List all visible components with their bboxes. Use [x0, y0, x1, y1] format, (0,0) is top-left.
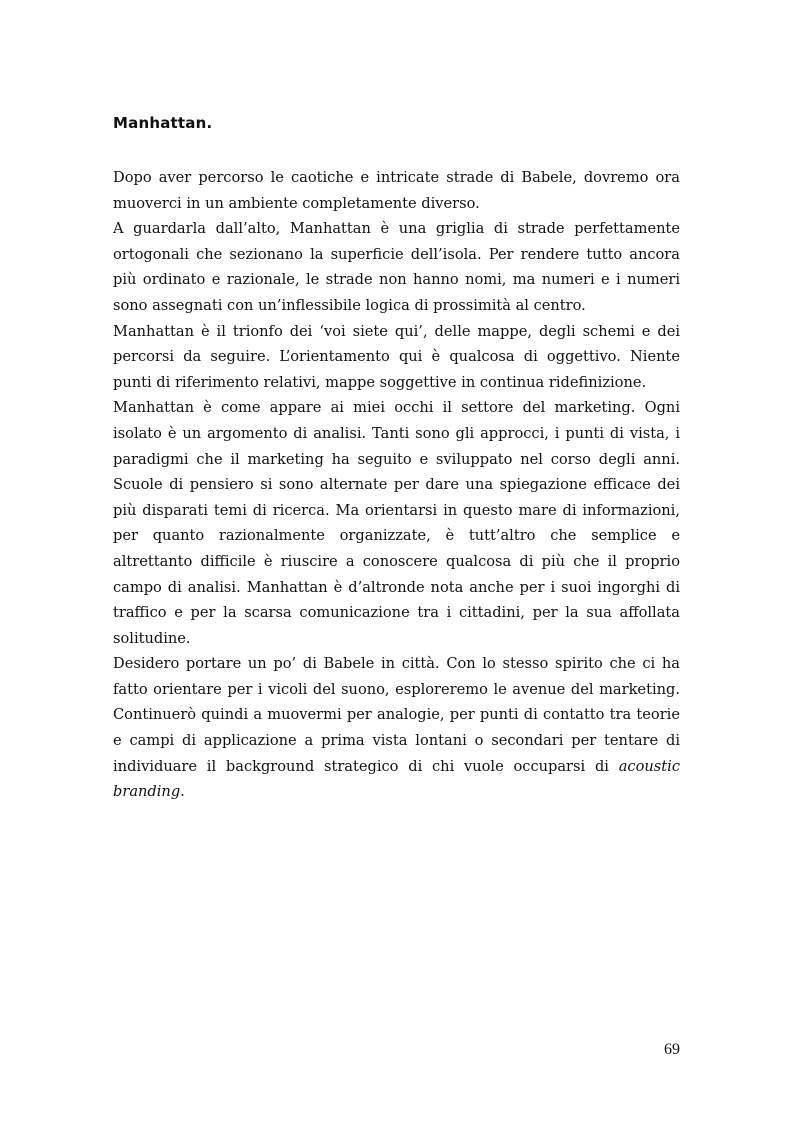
paragraph — [113, 165, 680, 216]
italic-text: acoustic branding — [113, 757, 680, 801]
text-run: A guardarla dall’alto, Manhattan è una griglia di strade perfettamente ortogonali che sezionano la superficie dell’isola. Per rendere tutto ancora più ordinato e razionale, le strade non hanno nomi, ma numeri e i numeri sono assegnati con un’inflessibile logica di prossimità al centro. — [113, 220, 680, 314]
text-run: Manhattan è come appare ai miei occhi il settore del marketing. Ogni isolato è un argomento di analisi. Tanti sono gli approcci, i punti di vista, i paradigmi che il marketing ha seguito e sviluppato nel corso degli anni. Scuole di pensiero si sono alternate per dare una spiegazione efficace dei più disparati temi di ricerca. Ma orientarsi in questo mare di informazioni, per quanto razionalmente organizzate, è tutt’altro che semplice e altrettanto difficile è riuscire a conoscere qualcosa di più che il proprio campo di analisi. Manhattan è d’altronde nota anche per i suoi ingorghi di traffico e per la scarsa comunicazione tra i cittadini, per la sua affollata solitudine. — [113, 399, 680, 647]
text-run: Desidero portare un po’ di Babele in città. Con lo stesso spirito che ci ha fatto orientare per i vicoli del suono, esploreremo le avenue del marketing. Continuerò quindi a muovermi per analogie, per punti di contatto tra teorie e campi di applicazione a prima vista lontani o secondari per tentare di individuare il background strategico di chi vuole occuparsi di — [113, 655, 680, 775]
body-text — [113, 165, 680, 805]
text-run: Manhattan è il trionfo dei ‘voi siete qui’, delle mappe, degli schemi e dei percorsi da seguire. L’orientamento qui è qualcosa di oggettivo. Niente punti di riferimento relativi, mappe soggettive in continua ridefinizione. — [113, 322, 680, 391]
page-number: 69 — [664, 1041, 680, 1058]
paragraph — [113, 395, 680, 651]
paragraph — [113, 216, 680, 318]
paragraph — [113, 319, 680, 396]
paragraph — [113, 651, 680, 805]
text-run: . — [180, 783, 185, 801]
section-heading: Manhattan. — [113, 114, 213, 132]
text-run: Dopo aver percorso le caotiche e intricate strade di Babele, dovremo ora muoverci in un ambiente completamente diverso. — [113, 169, 680, 212]
